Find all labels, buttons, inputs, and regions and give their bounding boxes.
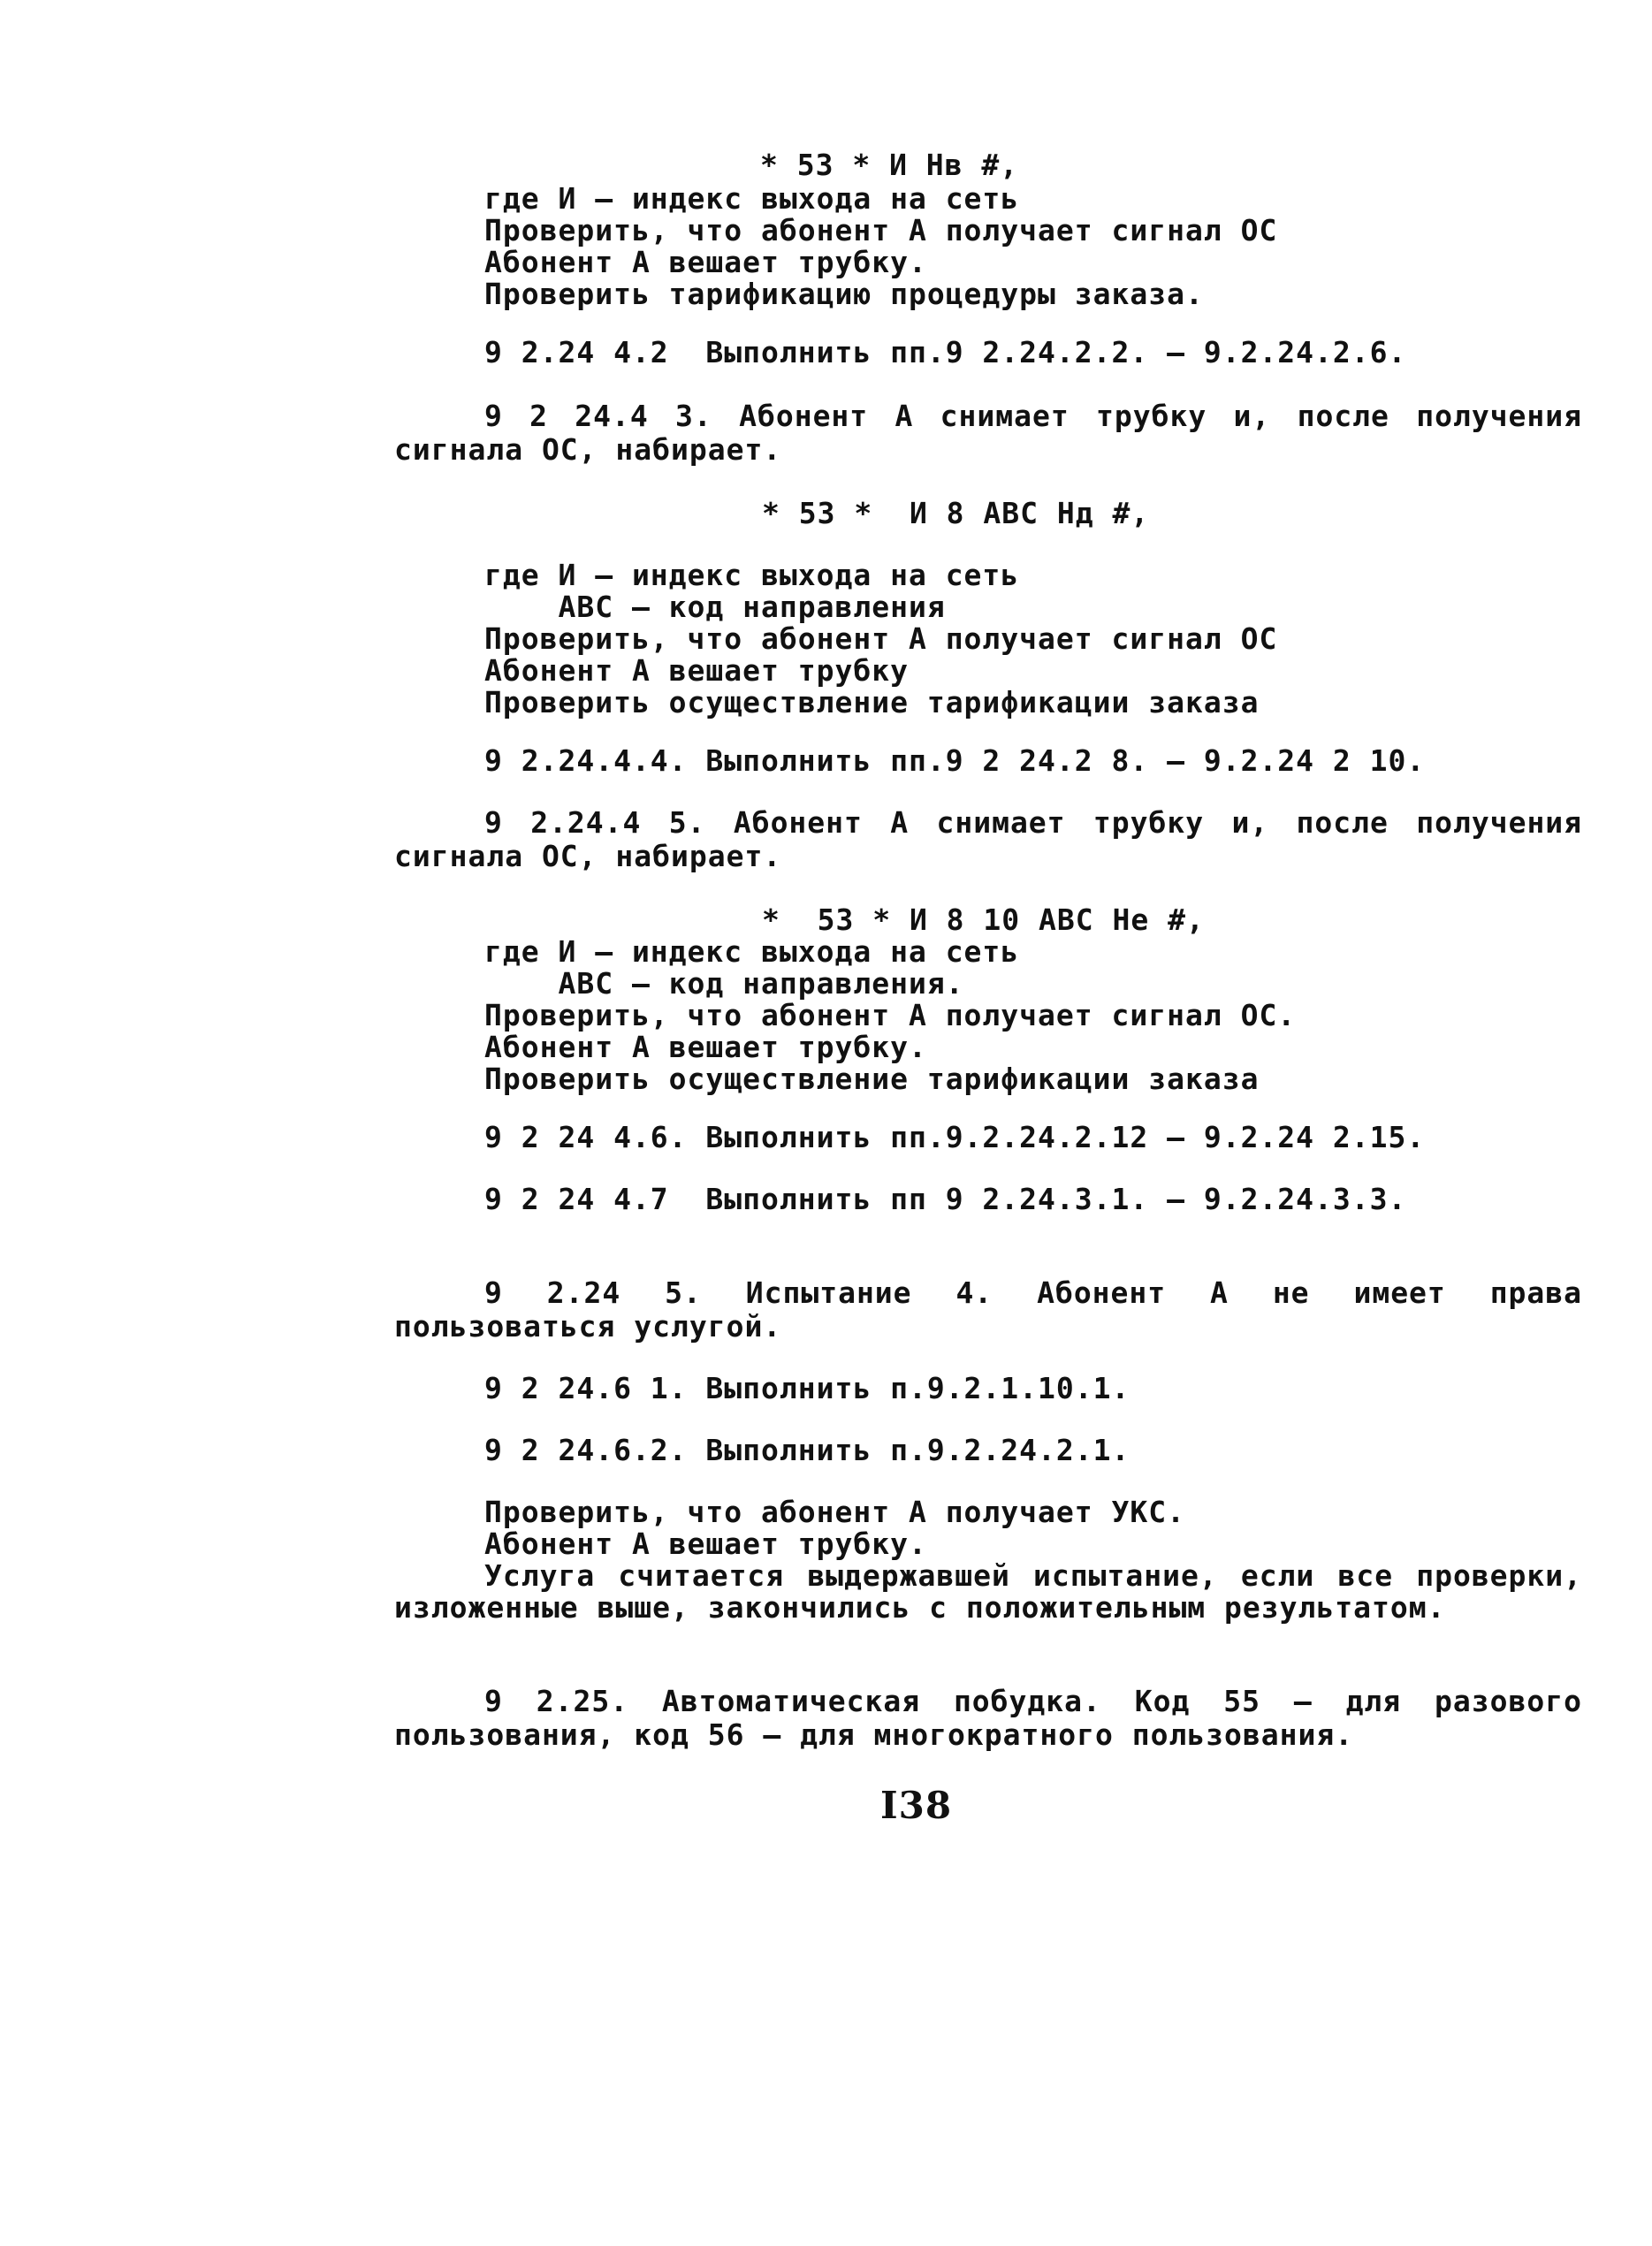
word: А <box>895 399 914 433</box>
text-line: пользоваться услугой. <box>394 1309 782 1344</box>
item-line-justified <box>484 1276 1582 1310</box>
text-line: где И – индекс выхода на сеть <box>484 934 1020 969</box>
item-line: 9 2 24 4.6. Выполнить пп.9.2.24.2.12 – 9.2.24 2.15. <box>484 1120 1426 1154</box>
item-line: 9 2.24 4.2 Выполнить пп.9 2.24.2.2. – 9.2.24.2.6. <box>484 335 1407 369</box>
word: Испытание <box>745 1275 912 1310</box>
word: – <box>1293 1684 1313 1718</box>
text-line: АВС – код направления <box>484 590 946 624</box>
item-line: 9 2.24.4.4. Выполнить пп.9 2 24.2 8. – 9.2.24 2 10. <box>484 743 1426 778</box>
word: и, <box>1231 805 1269 840</box>
word: не <box>1272 1275 1310 1310</box>
word: после <box>1297 399 1389 433</box>
text-line: Абонент А вешает трубку. <box>484 1030 927 1064</box>
word: снимает <box>940 399 1070 433</box>
formula-line: * 53 * И Нв #, <box>760 148 1019 182</box>
text-line: АВС – код направления. <box>484 966 964 1001</box>
text-line: Проверить осуществление тарификации заказа <box>484 685 1260 719</box>
text-line: изложенные выше, закончились с положительным результатом. <box>394 1590 1446 1625</box>
word: после <box>1296 805 1389 840</box>
item-line: 9 2 24.6 1. Выполнить п.9.2.1.10.1. <box>484 1371 1131 1405</box>
word: проверки, <box>1416 1558 1583 1593</box>
word: Абонент <box>733 805 863 840</box>
word: 9 2 24.4 3. <box>484 399 712 433</box>
word: и, <box>1233 399 1271 433</box>
word: Абонент <box>739 399 869 433</box>
text-line: Проверить тарификацию процедуры заказа. <box>484 277 1204 311</box>
word: А <box>1210 1275 1229 1310</box>
word: Автоматическая <box>661 1684 921 1718</box>
text-line: сигнала ОС, набирает. <box>394 839 782 873</box>
word: Код <box>1134 1684 1191 1718</box>
word: 9 2.25. <box>484 1684 629 1718</box>
word: 4. <box>955 1275 993 1310</box>
word: права <box>1489 1275 1583 1310</box>
word: считается <box>618 1558 785 1593</box>
word: трубку <box>1096 399 1207 433</box>
text-line: где И – индекс выхода на сеть <box>484 181 1020 216</box>
word: получения <box>1416 399 1583 433</box>
text-line: Проверить, что абонент А получает сигнал ОС <box>484 213 1278 247</box>
word: все <box>1337 1558 1394 1593</box>
word: А <box>890 805 910 840</box>
text-line: где И – индекс выхода на сеть <box>484 558 1020 592</box>
formula-line: * 53 * И 8 10 АВС Не #, <box>762 902 1205 937</box>
word: получения <box>1416 805 1583 840</box>
item-line-justified <box>484 400 1582 433</box>
word: Услуга <box>484 1558 596 1593</box>
item-line: 9 2 24 4.7 Выполнить пп 9 2.24.3.1. – 9.2.24.3.3. <box>484 1182 1407 1216</box>
text-line: Проверить осуществление тарификации заказа <box>484 1062 1260 1096</box>
item-line-justified <box>484 806 1582 840</box>
word: 9 2.24 5. <box>484 1275 702 1310</box>
word: если <box>1240 1558 1315 1593</box>
text-line: Проверить, что абонент А получает сигнал ОС <box>484 621 1278 656</box>
word: для <box>1345 1684 1402 1718</box>
word: побудка. <box>953 1684 1101 1718</box>
text-line: Проверить, что абонент А получает УКС. <box>484 1495 1185 1529</box>
page-number: I38 <box>880 1784 953 1827</box>
text-line: пользования, код 56 – для многократного пользования. <box>394 1717 1354 1752</box>
item-line-justified <box>484 1685 1582 1718</box>
word: трубку <box>1092 805 1205 840</box>
word: разового <box>1435 1684 1582 1718</box>
word: 55 <box>1223 1684 1260 1718</box>
text-line: сигнала ОС, набирает. <box>394 432 782 467</box>
text-line: Проверить, что абонент А получает сигнал ОС. <box>484 998 1297 1032</box>
word: 9 2.24.4 5. <box>484 805 706 840</box>
text-line-justified <box>484 1559 1582 1593</box>
word: снимает <box>936 805 1066 840</box>
word: Абонент <box>1037 1275 1167 1310</box>
word: имеет <box>1353 1275 1446 1310</box>
formula-line: * 53 * И 8 АВС Нд #, <box>762 496 1150 530</box>
word: выдержавшей <box>807 1558 1010 1593</box>
text-line: Абонент А вешает трубку. <box>484 245 927 279</box>
text-line: Абонент А вешает трубку <box>484 653 909 688</box>
item-line: 9 2 24.6.2. Выполнить п.9.2.24.2.1. <box>484 1433 1131 1467</box>
text-line: Абонент А вешает трубку. <box>484 1527 927 1561</box>
word: испытание, <box>1033 1558 1218 1593</box>
